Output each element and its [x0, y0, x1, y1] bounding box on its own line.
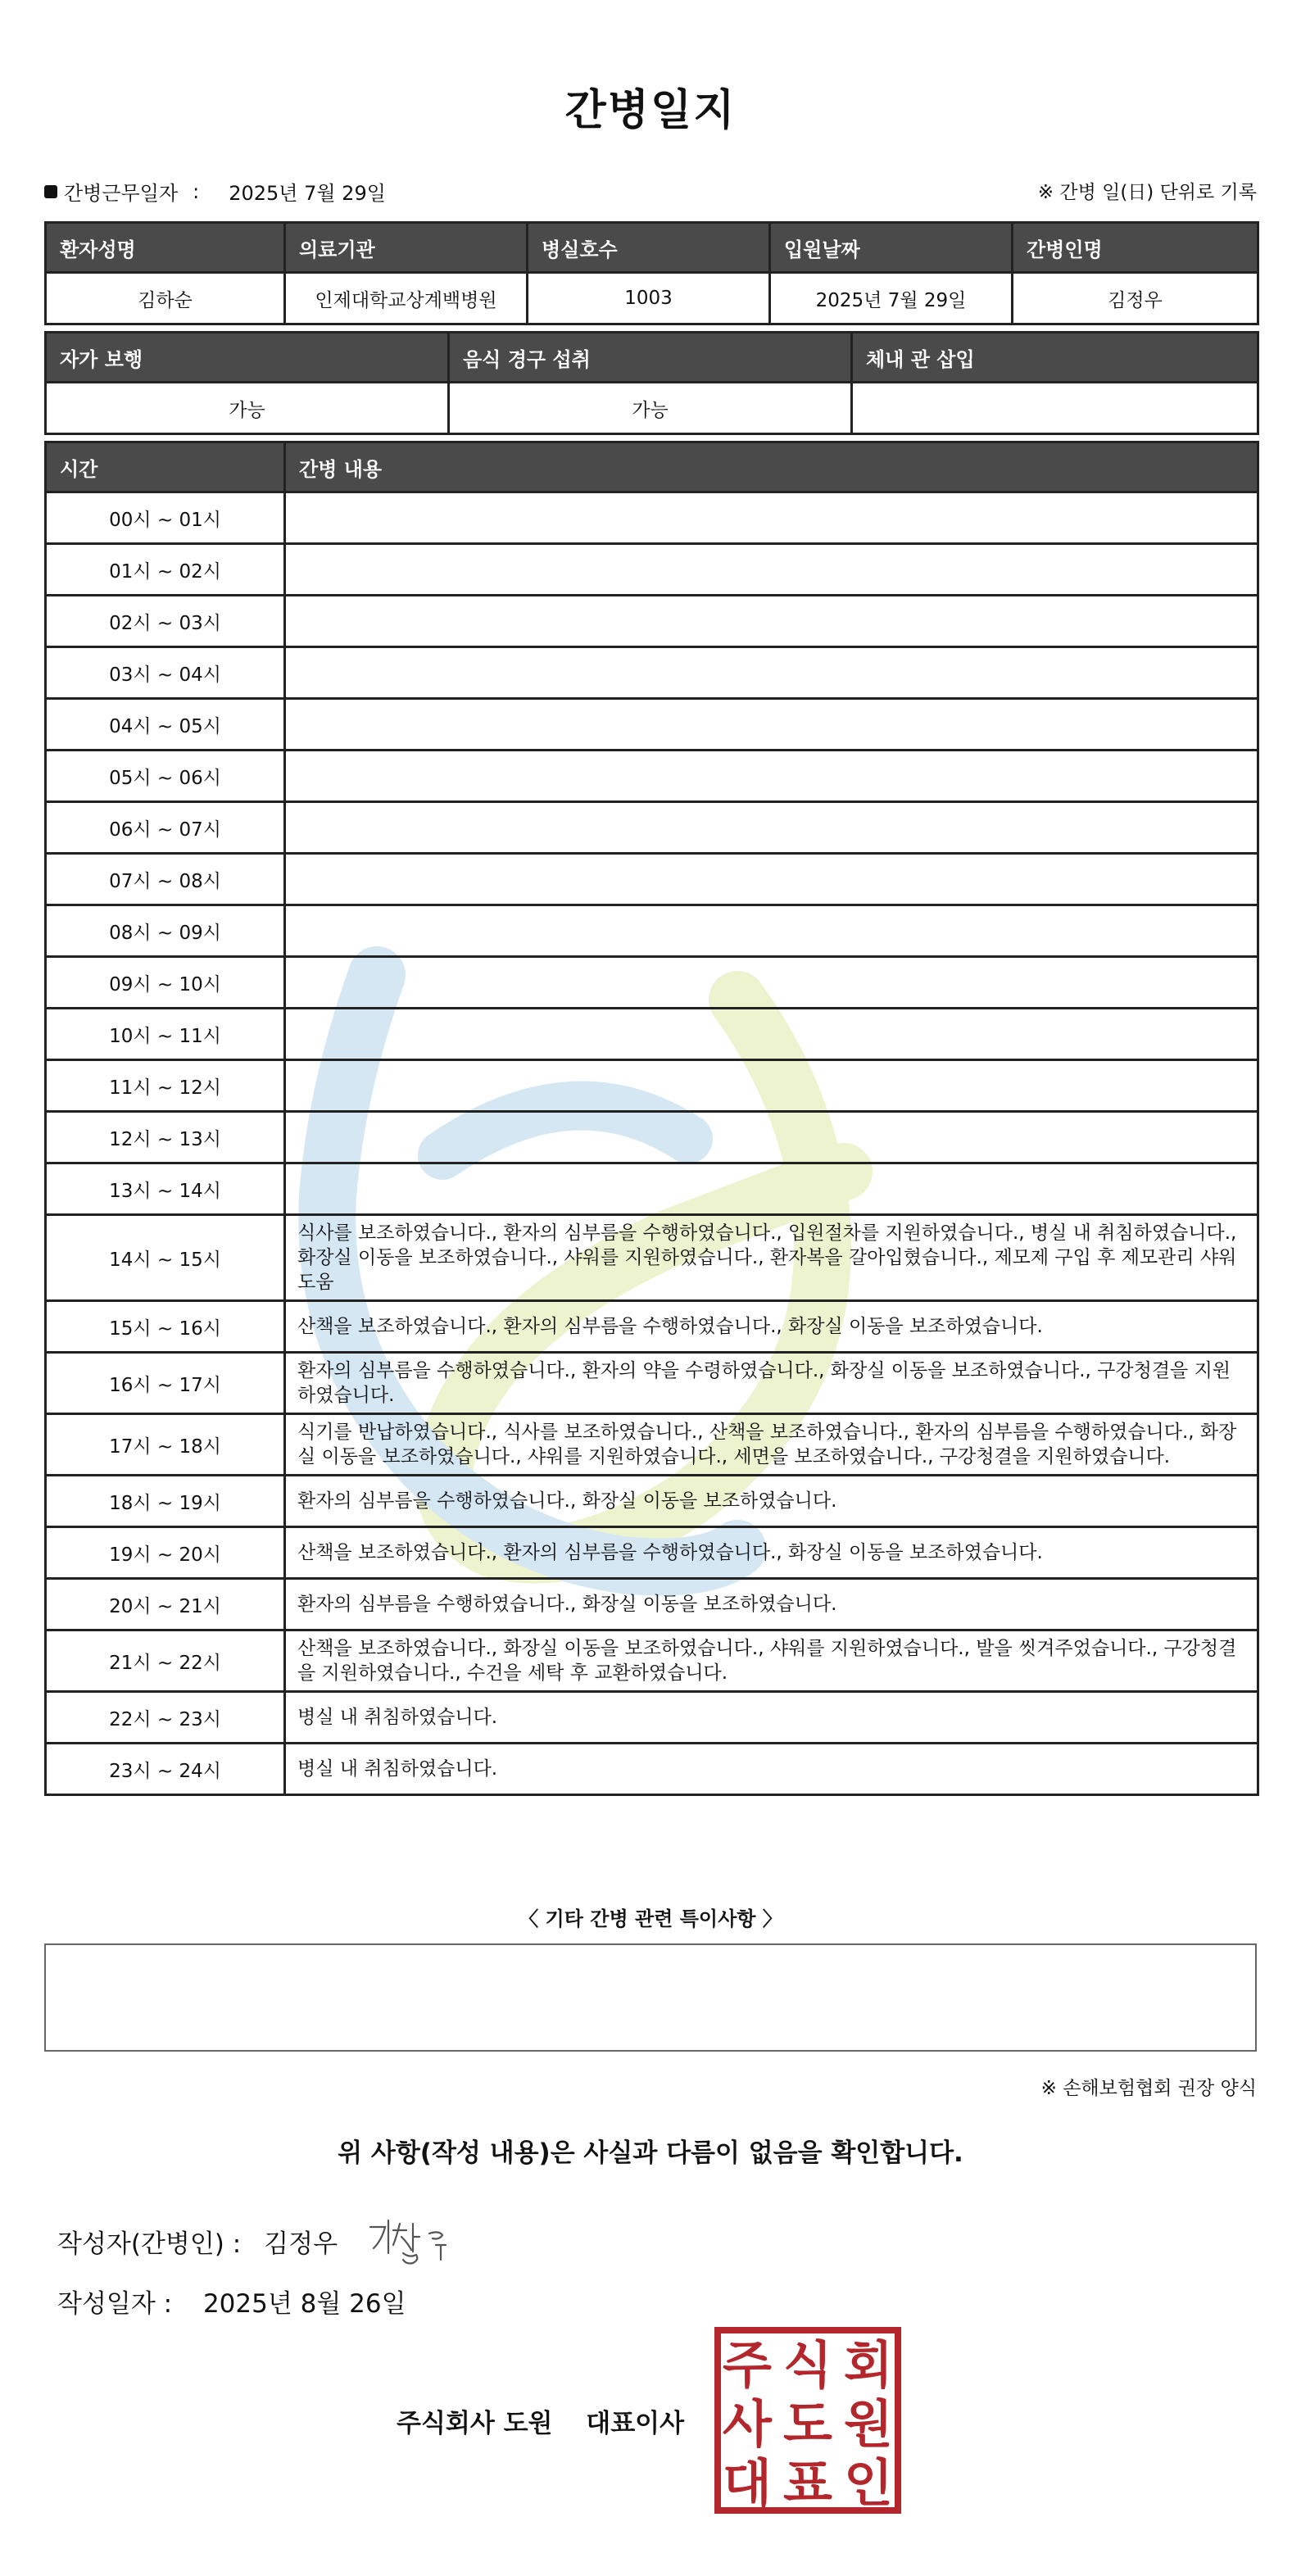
confirmation-statement: 위 사항(작성 내용)은 사실과 다름이 없음을 확인합니다. [338, 2138, 963, 2168]
care-log-time: 09시 ~ 10시 [46, 957, 285, 1009]
header-patient-name: 환자성명 [46, 223, 285, 273]
header-self-walking: 자가 보행 [46, 333, 449, 383]
writer-label: 작성자(간병인) : [57, 2229, 242, 2259]
care-log-time: 11시 ~ 12시 [46, 1060, 285, 1112]
unit-note: ※ 간병 일(日) 단위로 기록 [1037, 182, 1257, 203]
care-log-body [46, 492, 1258, 1795]
care-log-content: 환자의 심부름을 수행하였습니다., 환자의 약을 수령하였습니다., 화장실 이동을 보조하였습니다., 구강청결을 지원하였습니다. [285, 1353, 1258, 1414]
work-date-separator: : [193, 179, 200, 203]
header-time: 시간 [46, 442, 285, 492]
care-log-time: 10시 ~ 11시 [46, 1009, 285, 1060]
svg-text:인: 인 [844, 2453, 893, 2513]
care-log-row [46, 1112, 1258, 1163]
care-log-time: 23시 ~ 24시 [46, 1744, 285, 1795]
patient-status-table [44, 331, 1259, 435]
care-log-content [285, 905, 1258, 957]
care-log-row [46, 492, 1258, 544]
care-log-time: 13시 ~ 14시 [46, 1163, 285, 1215]
care-log-time: 22시 ~ 23시 [46, 1692, 285, 1744]
care-log-row [46, 1215, 1258, 1301]
care-log-row [46, 1527, 1258, 1579]
written-date-row [57, 2283, 406, 2320]
care-log-row [46, 596, 1258, 647]
work-date-label: 간병근무일자 [64, 182, 179, 205]
care-log-time: 08시 ~ 09시 [46, 905, 285, 957]
care-log-content [285, 1060, 1258, 1112]
header-admission-date: 입원날짜 [770, 223, 1013, 273]
page-title: 간병일지 [564, 86, 737, 135]
care-log-content [285, 647, 1258, 699]
care-log-header-row [46, 442, 1258, 492]
care-log-row [46, 1630, 1258, 1692]
care-log-row [46, 1476, 1258, 1527]
care-log-row [46, 1744, 1258, 1795]
writer-name: 김정우 [264, 2229, 338, 2259]
care-log-time: 21시 ~ 22시 [46, 1630, 285, 1692]
care-log-time: 14시 ~ 15시 [46, 1215, 285, 1301]
patient-header-row [46, 223, 1258, 273]
company-seal [714, 2327, 901, 2514]
self-walking-value: 가능 [46, 383, 449, 434]
svg-text:표: 표 [783, 2453, 832, 2513]
hospital-name: 인제대학교상계백병원 [285, 273, 528, 324]
care-log-time: 02시 ~ 03시 [46, 596, 285, 647]
care-log-content [285, 854, 1258, 905]
care-log-time: 05시 ~ 06시 [46, 751, 285, 802]
care-log-time: 19시 ~ 20시 [46, 1527, 285, 1579]
room-number: 1003 [528, 273, 770, 324]
care-log-content [285, 1009, 1258, 1060]
care-log-content [285, 1112, 1258, 1163]
header-hospital: 의료기관 [285, 223, 528, 273]
care-log-row [46, 1301, 1258, 1353]
care-log-row [46, 957, 1258, 1009]
care-log-row [46, 1353, 1258, 1414]
care-log-content: 병실 내 취침하였습니다. [285, 1692, 1258, 1744]
care-log-time: 04시 ~ 05시 [46, 699, 285, 751]
association-note: ※ 손해보험협회 권장 양식 [1040, 2078, 1257, 2099]
status-value-row [46, 383, 1258, 434]
caregiver-name: 김정우 [1013, 273, 1258, 324]
svg-text:회: 회 [844, 2335, 893, 2395]
care-log-row [46, 1163, 1258, 1215]
care-log-time: 12시 ~ 13시 [46, 1112, 285, 1163]
care-log-row [46, 1060, 1258, 1112]
patient-name: 김하순 [46, 273, 285, 324]
work-date-row [44, 177, 1257, 210]
admission-date: 2025년 7월 29일 [770, 273, 1013, 324]
care-log-content [285, 699, 1258, 751]
oral-intake-value: 가능 [449, 383, 852, 434]
care-log-content [285, 751, 1258, 802]
care-log-row [46, 699, 1258, 751]
work-date-group [44, 177, 386, 206]
svg-text:대: 대 [723, 2453, 772, 2513]
care-log-time: 06시 ~ 07시 [46, 802, 285, 854]
care-log-time: 20시 ~ 21시 [46, 1579, 285, 1630]
svg-text:사: 사 [723, 2394, 772, 2454]
header-room-number: 병실호수 [528, 223, 770, 273]
writer-row [57, 2212, 462, 2270]
remarks-title: 〈 기타 간병 관련 특이사항 〉 [519, 1907, 782, 1930]
patient-info-table [44, 221, 1259, 325]
care-log-row [46, 1579, 1258, 1630]
care-log-time: 03시 ~ 04시 [46, 647, 285, 699]
care-log-time: 07시 ~ 08시 [46, 854, 285, 905]
svg-text:식: 식 [783, 2335, 832, 2395]
care-log-content [285, 1163, 1258, 1215]
care-log-content: 환자의 심부름을 수행하였습니다., 화장실 이동을 보조하였습니다. [285, 1579, 1258, 1630]
remarks-box [44, 1943, 1257, 2052]
representative-title: 대표이사 [586, 2409, 685, 2438]
care-log-table [44, 441, 1259, 1796]
care-log-content [285, 596, 1258, 647]
care-log-time: 00시 ~ 01시 [46, 492, 285, 544]
tube-insertion-value [852, 383, 1258, 434]
work-date-value: 2025년 7월 29일 [229, 182, 386, 205]
care-log-row [46, 1009, 1258, 1060]
svg-text:도: 도 [783, 2394, 832, 2454]
care-log-content [285, 957, 1258, 1009]
company-signature-line [397, 2402, 684, 2439]
care-log-row [46, 544, 1258, 596]
care-log-content [285, 544, 1258, 596]
header-caregiver-name: 간병인명 [1013, 223, 1258, 273]
care-log-row [46, 1414, 1258, 1476]
handwritten-signature [364, 2212, 462, 2270]
bullet-icon [44, 185, 57, 198]
care-log-row [46, 854, 1258, 905]
care-log-row [46, 802, 1258, 854]
patient-value-row [46, 273, 1258, 324]
svg-text:주: 주 [723, 2335, 772, 2395]
status-header-row [46, 333, 1258, 383]
care-log-content: 병실 내 취침하였습니다. [285, 1744, 1258, 1795]
care-log-content: 산책을 보조하였습니다., 환자의 심부름을 수행하였습니다., 화장실 이동을 보조하였습니다. [285, 1301, 1258, 1353]
care-log-content: 환자의 심부름을 수행하였습니다., 화장실 이동을 보조하였습니다. [285, 1476, 1258, 1527]
company-name: 주식회사 도원 [397, 2409, 553, 2438]
care-log-content: 식기를 반납하였습니다., 식사를 보조하였습니다., 산책을 보조하였습니다., 환자의 심부름을 수행하였습니다., 화장실 이동을 보조하였습니다., 샤워를 지원하였습니다., 세면을 보조하였습니다., 구강청결을 지원하였습니다. [285, 1414, 1258, 1476]
care-log-content: 산책을 보조하였습니다., 화장실 이동을 보조하였습니다., 샤워를 지원하였습니다., 발을 씻겨주었습니다., 구강청결을 지원하였습니다., 수건을 세탁 후 교환하였습니다. [285, 1630, 1258, 1692]
care-log-content [285, 802, 1258, 854]
care-log-row [46, 1692, 1258, 1744]
care-log-row [46, 647, 1258, 699]
svg-text:원: 원 [844, 2394, 893, 2454]
care-log-time: 01시 ~ 02시 [46, 544, 285, 596]
care-log-content [285, 492, 1258, 544]
care-log-content: 식사를 보조하였습니다., 환자의 심부름을 수행하였습니다., 입원절차를 지원하였습니다., 병실 내 취침하였습니다., 화장실 이동을 보조하였습니다., 샤워를 지원하였습니다., 환자복을 갈아입혔습니다., 제모제 구입 후 제모관리 샤워 도움 [285, 1215, 1258, 1301]
care-log-content: 산책을 보조하였습니다., 환자의 심부름을 수행하였습니다., 화장실 이동을 보조하였습니다. [285, 1527, 1258, 1579]
written-date-label: 작성일자 : [57, 2289, 173, 2319]
written-date-value: 2025년 8월 26일 [202, 2289, 406, 2319]
care-log-time: 16시 ~ 17시 [46, 1353, 285, 1414]
care-log-time: 18시 ~ 19시 [46, 1476, 285, 1527]
care-log-time: 15시 ~ 16시 [46, 1301, 285, 1353]
care-log-row [46, 751, 1258, 802]
header-tube-insertion: 체내 관 삽입 [852, 333, 1258, 383]
header-oral-intake: 음식 경구 섭취 [449, 333, 852, 383]
care-log-time: 17시 ~ 18시 [46, 1414, 285, 1476]
header-care-content: 간병 내용 [285, 442, 1258, 492]
care-log-row [46, 905, 1258, 957]
